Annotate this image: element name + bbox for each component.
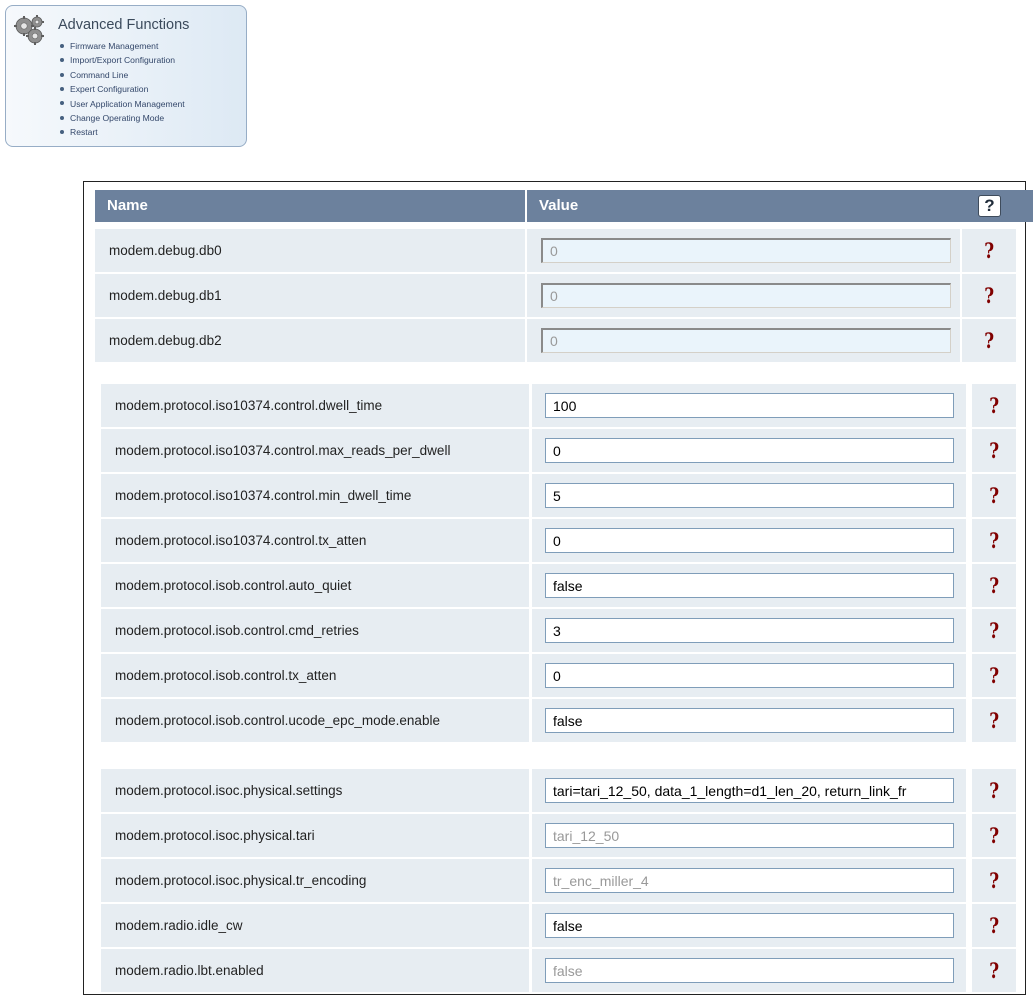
- help-cell: [972, 769, 1016, 812]
- help-cell: [972, 904, 1016, 947]
- help-mark[interactable]: ?: [984, 283, 994, 308]
- help-mark[interactable]: ?: [989, 618, 999, 643]
- table-row: [84, 949, 1024, 992]
- menu-item-label[interactable]: Expert Configuration: [70, 84, 149, 95]
- menu-item-user-application-management[interactable]: [60, 97, 185, 111]
- help-icon[interactable]: [972, 384, 1016, 427]
- setting-name: modem.debug.db2: [95, 319, 525, 362]
- table-row: [84, 769, 1024, 812]
- menu-item-label[interactable]: Command Line: [70, 69, 129, 80]
- setting-name: modem.protocol.isoc.physical.tari: [101, 814, 529, 857]
- help-cell: [972, 654, 1016, 697]
- setting-value-input: [541, 238, 951, 263]
- setting-value-input[interactable]: [545, 778, 954, 803]
- help-button[interactable]: ?: [978, 195, 1001, 217]
- help-cell: [972, 699, 1016, 742]
- help-mark[interactable]: ?: [989, 958, 999, 983]
- gears-icon: [13, 14, 45, 46]
- advanced-functions-title: Advanced Functions: [58, 17, 190, 33]
- help-icon[interactable]: [972, 609, 1016, 652]
- help-cell: [962, 274, 1016, 317]
- help-icon[interactable]: [962, 229, 1016, 272]
- help-mark[interactable]: ?: [984, 238, 994, 263]
- setting-name: modem.protocol.isob.control.tx_atten: [101, 654, 529, 697]
- configuration-table: [83, 181, 1026, 995]
- bullet-icon: [60, 101, 64, 105]
- setting-value-input: [541, 283, 951, 308]
- help-mark[interactable]: ?: [989, 823, 999, 848]
- help-cell: [972, 814, 1016, 857]
- bullet-icon: [60, 58, 64, 62]
- advanced-functions-menu: [60, 39, 185, 140]
- help-cell: [972, 859, 1016, 902]
- help-mark[interactable]: ?: [989, 868, 999, 893]
- menu-item-restart[interactable]: [60, 125, 185, 139]
- setting-value-input: [545, 958, 954, 983]
- help-mark[interactable]: ?: [989, 393, 999, 418]
- help-icon[interactable]: [972, 949, 1016, 992]
- table-row: [84, 859, 1024, 902]
- table-row: [84, 319, 1024, 362]
- bullet-icon: [60, 116, 64, 120]
- help-icon[interactable]: [972, 699, 1016, 742]
- help-cell: [972, 384, 1016, 427]
- menu-item-command-line[interactable]: [60, 68, 185, 82]
- setting-value-input[interactable]: [545, 708, 954, 733]
- help-icon[interactable]: [972, 859, 1016, 902]
- setting-value-input: [545, 868, 954, 893]
- help-icon[interactable]: [972, 564, 1016, 607]
- help-cell: [972, 429, 1016, 472]
- table-row: [84, 904, 1024, 947]
- help-mark[interactable]: ?: [989, 528, 999, 553]
- setting-value-input[interactable]: [545, 618, 954, 643]
- bullet-icon: [60, 44, 64, 48]
- help-cell: [972, 474, 1016, 517]
- help-cell: [972, 564, 1016, 607]
- setting-value-input[interactable]: [545, 663, 954, 688]
- help-mark[interactable]: ?: [989, 913, 999, 938]
- setting-name: modem.protocol.isob.control.cmd_retries: [101, 609, 529, 652]
- help-cell: [972, 519, 1016, 562]
- setting-value-input: [541, 328, 951, 353]
- setting-name: modem.protocol.iso10374.control.tx_atten: [101, 519, 529, 562]
- setting-name: modem.protocol.isoc.physical.tr_encoding: [101, 859, 529, 902]
- setting-name: modem.protocol.isoc.physical.settings: [101, 769, 529, 812]
- help-icon[interactable]: [972, 654, 1016, 697]
- help-cell: [962, 229, 1016, 272]
- setting-name: modem.radio.lbt.enabled: [101, 949, 529, 992]
- menu-item-label[interactable]: User Application Management: [70, 98, 185, 109]
- menu-item-expert-configuration[interactable]: [60, 82, 185, 96]
- setting-value-input[interactable]: [545, 438, 954, 463]
- table-row: [84, 609, 1024, 652]
- table-row: [84, 229, 1024, 272]
- help-mark[interactable]: ?: [989, 778, 999, 803]
- setting-value-input[interactable]: [545, 393, 954, 418]
- setting-name: modem.radio.idle_cw: [101, 904, 529, 947]
- help-mark[interactable]: ?: [989, 708, 999, 733]
- help-mark[interactable]: ?: [989, 483, 999, 508]
- help-mark[interactable]: ?: [989, 573, 999, 598]
- setting-name: modem.protocol.isob.control.auto_quiet: [101, 564, 529, 607]
- help-icon[interactable]: [972, 474, 1016, 517]
- menu-item-firmware-management[interactable]: [60, 39, 185, 53]
- help-cell: [972, 609, 1016, 652]
- bullet-icon: [60, 130, 64, 134]
- help-icon[interactable]: [972, 769, 1016, 812]
- menu-item-import-export-configuration[interactable]: [60, 53, 185, 67]
- bullet-icon: [60, 73, 64, 77]
- table-row: [84, 274, 1024, 317]
- help-mark[interactable]: ?: [989, 663, 999, 688]
- table-row: [84, 699, 1024, 742]
- help-icon[interactable]: [972, 814, 1016, 857]
- help-cell: [962, 319, 1016, 362]
- setting-name: modem.protocol.iso10374.control.max_reads_per_dwell: [101, 429, 529, 472]
- setting-value-input[interactable]: [545, 913, 954, 938]
- menu-item-label[interactable]: Firmware Management: [70, 41, 159, 51]
- setting-value-input[interactable]: [545, 573, 954, 598]
- table-row: [84, 654, 1024, 697]
- menu-item-label[interactable]: Change Operating Mode: [70, 113, 165, 124]
- setting-value-input: [545, 823, 954, 848]
- column-header-value: Value: [527, 190, 1033, 222]
- help-cell: [972, 949, 1016, 992]
- table-row: [84, 564, 1024, 607]
- help-icon[interactable]: [972, 519, 1016, 562]
- help-mark[interactable]: ?: [989, 438, 999, 463]
- table-row: [84, 384, 1024, 427]
- table-row: [84, 474, 1024, 517]
- column-header-help: [962, 190, 1016, 222]
- setting-name: modem.protocol.isob.control.ucode_epc_mode.enable: [101, 699, 529, 742]
- table-row: [84, 429, 1024, 472]
- setting-name: modem.debug.db1: [95, 274, 525, 317]
- help-icon[interactable]: [972, 429, 1016, 472]
- menu-item-change-operating-mode[interactable]: [60, 111, 185, 125]
- bullet-icon: [60, 87, 64, 91]
- setting-name: modem.debug.db0: [95, 229, 525, 272]
- setting-name: modem.protocol.iso10374.control.min_dwell_time: [101, 474, 529, 517]
- help-icon[interactable]: [972, 904, 1016, 947]
- help-mark[interactable]: ?: [984, 328, 994, 353]
- help-icon[interactable]: [962, 319, 1016, 362]
- setting-value-input[interactable]: [545, 528, 954, 553]
- setting-value-input[interactable]: [545, 483, 954, 508]
- advanced-functions-panel: [5, 5, 247, 147]
- menu-item-label[interactable]: Restart: [70, 127, 98, 138]
- help-icon[interactable]: [962, 274, 1016, 317]
- table-row: [84, 519, 1024, 562]
- setting-name: modem.protocol.iso10374.control.dwell_time: [101, 384, 529, 427]
- table-row: [84, 814, 1024, 857]
- menu-item-label[interactable]: Import/Export Configuration: [70, 55, 176, 66]
- column-header-name: Name: [95, 190, 525, 222]
